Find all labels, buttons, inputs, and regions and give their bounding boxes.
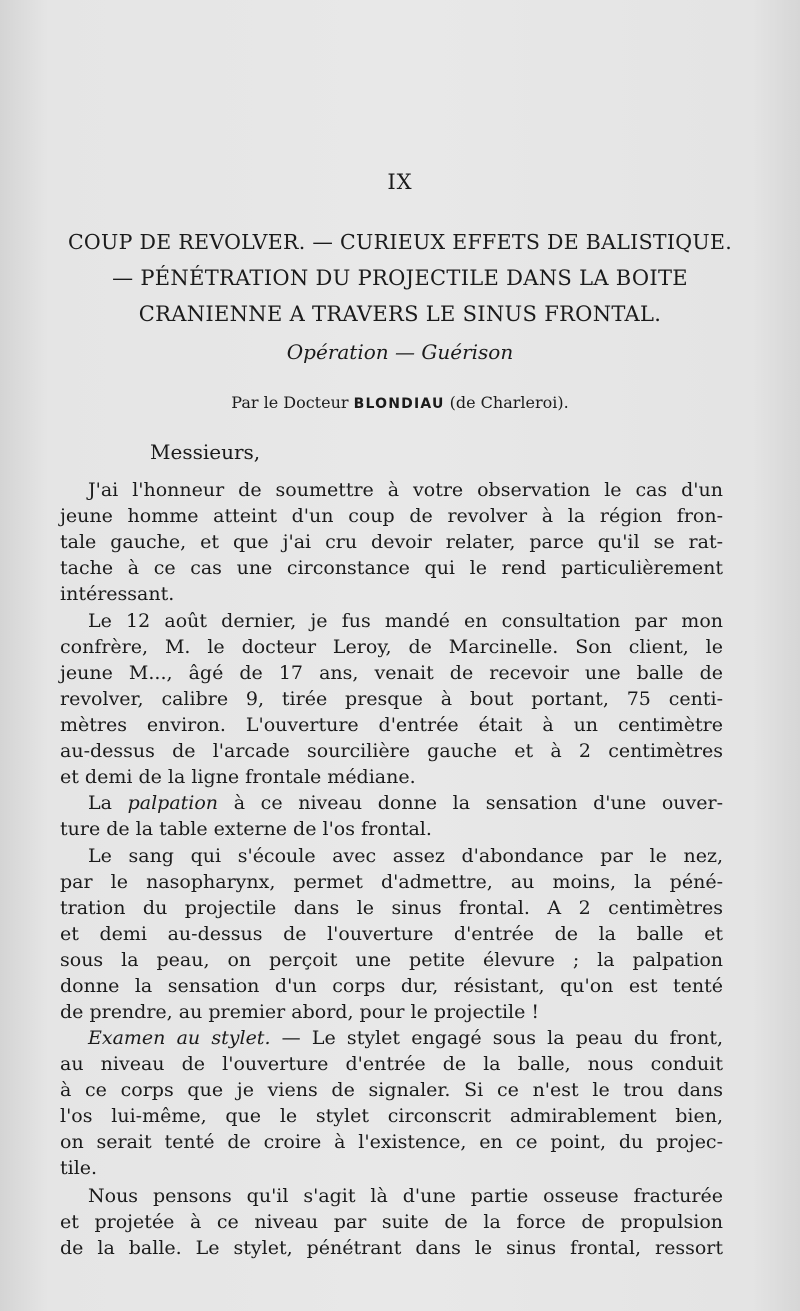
text-segment: La	[88, 792, 128, 814]
title-line-1: COUP DE REVOLVER. — CURIEUX EFFETS DE BALISTIQUE.	[67, 230, 733, 254]
text-segment: — Le stylet engagé sous la peau du front,	[270, 1027, 723, 1049]
text-line: de prendre, au premier abord, pour le projectile !	[60, 1001, 540, 1023]
text-line: et demi de la ligne frontale médiane.	[60, 766, 416, 788]
text-line: tile.	[60, 1157, 98, 1179]
text-line: au niveau de l'ouverture d'entrée de la balle, nous conduit	[60, 1053, 723, 1075]
text-line: tration du projectile dans le sinus frontal. A 2 centimètres	[60, 897, 723, 919]
text-line: on serait tenté de croire à l'existence, en ce point, du projec-	[60, 1131, 723, 1153]
author-name: BLONDIAU	[353, 396, 445, 412]
chapter-number: IX	[387, 170, 413, 194]
text-line: Nous pensons qu'il s'agit là d'une partie osseuse fracturée	[88, 1185, 723, 1207]
text-line: ture de la table externe de l'os frontal.	[60, 818, 432, 840]
text-line: et projetée à ce niveau par suite de la force de propulsion	[60, 1211, 723, 1233]
text-line: par le nasopharynx, permet d'admettre, au moins, la péné-	[60, 871, 723, 893]
text-line: à ce corps que je viens de signaler. Si ce n'est le trou dans	[60, 1079, 723, 1101]
text-line: l'os lui-même, que le stylet circonscrit admirablement bien,	[60, 1105, 723, 1127]
author-suffix: (de Charleroi).	[444, 393, 569, 412]
text-line: Le sang qui s'écoule avec assez d'abondance par le nez,	[88, 845, 723, 867]
text-line: J'ai l'honneur de soumettre à votre observation le cas d'un	[88, 479, 723, 501]
text-line: et demi au-dessus de l'ouverture d'entrée de la balle et	[60, 923, 723, 945]
subtitle: Opération — Guérison	[286, 340, 514, 364]
author-line	[0, 393, 800, 412]
text-line: intéressant.	[60, 583, 175, 605]
text-line: jeune homme atteint d'un coup de revolver à la région fron-	[60, 505, 723, 527]
text-line: confrère, M. le docteur Leroy, de Marcinelle. Son client, le	[60, 636, 723, 658]
text-line: donne la sensation d'un corps dur, résistant, qu'on est tenté	[60, 975, 723, 997]
salutation: Messieurs,	[150, 440, 261, 464]
italic-heading: Examen au stylet.	[88, 1027, 271, 1049]
text-line: revolver, calibre 9, tirée presque à bout portant, 75 centi-	[60, 688, 723, 710]
text-line	[88, 790, 723, 816]
text-line: de la balle. Le stylet, pénétrant dans le sinus frontal, ressort	[60, 1237, 723, 1259]
text-line	[88, 1025, 723, 1051]
text-line: mètres environ. L'ouverture d'entrée était à un centimètre	[60, 714, 723, 736]
italic-term: palpation	[127, 792, 219, 814]
text-line: tale gauche, et que j'ai cru devoir relater, parce qu'il se rat-	[60, 531, 723, 553]
title-line-2: — PÉNÉTRATION DU PROJECTILE DANS LA BOITE	[112, 266, 688, 290]
text-line: sous la peau, on perçoit une petite élevure ; la palpation	[60, 949, 723, 971]
text-line: jeune M..., âgé de 17 ans, venait de recevoir une balle de	[60, 662, 723, 684]
text-line: tache à ce cas une circonstance qui le rend particulièrement	[60, 557, 723, 579]
text-line: au-dessus de l'arcade sourcilière gauche et à 2 centimètres	[60, 740, 723, 762]
title-line-3: CRANIENNE A TRAVERS LE SINUS FRONTAL.	[138, 302, 662, 326]
text-segment: à ce niveau donne la sensation d'une ouver-	[218, 792, 723, 814]
author-prefix: Par le Docteur	[231, 393, 354, 412]
text-line: Le 12 août dernier, je fus mandé en consultation par mon	[88, 610, 723, 632]
